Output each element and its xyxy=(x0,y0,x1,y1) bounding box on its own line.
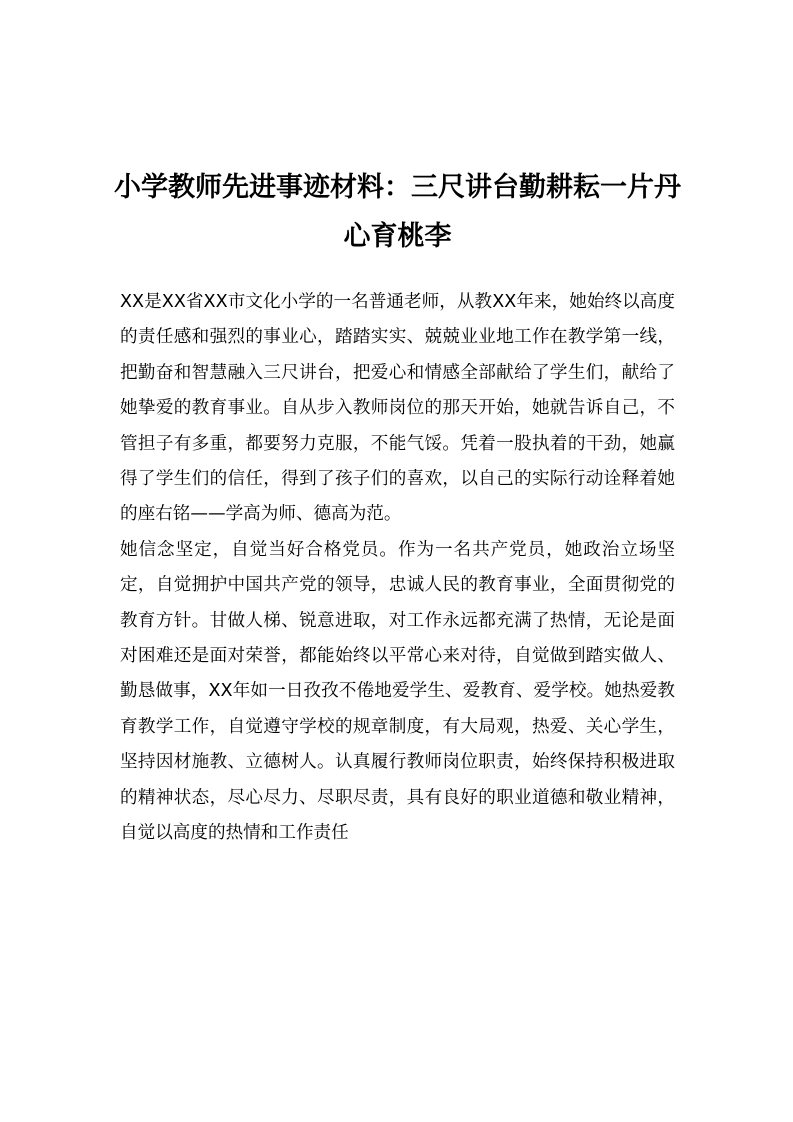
paragraph-intro: XX是XX省XX市文化小学的一名普通老师，从教XX年来，她始终以高度的责任感和强烈的事业心，踏踏实实、兢兢业业地工作在教学第一线，把勤奋和智慧融入三尺讲台，把爱心和情感全部献给了学生们，献给了她挚爱的教育事业。自从步入教师岗位的那天开始，她就告诉自己，不管担子有多重，都要努力克服，不能气馁。凭着一股执着的干劲，她赢得了学生们的信任，得到了孩子们的喜欢，以自己的实际行动诠释着她的座右铭——学高为师、德高为范。 xyxy=(120,292,675,525)
document-title: 小学教师先进事迹材料：三尺讲台勤耕耘一片丹心育桃李 xyxy=(114,172,681,252)
document-body xyxy=(120,285,675,852)
paragraph-party-member: 她信念坚定，自觉当好合格党员。作为一名共产党员，她政治立场坚定，自觉拥护中国共产党的领导，忠诚人民的教育事业，全面贯彻党的教育方针。甘做人梯、锐意进取，对工作永远都充满了热情，无论是面对困难还是面对荣誉，都能始终以平常心来对待，自觉做到踏实做人、勤恳做事，XX年如一日孜孜不倦地爱学生、爱教育、爱学校。她热爱教育教学工作，自觉遵守学校的规章制度，有大局观，热爱、关心学生，坚持因材施教、立德树人。认真履行教师岗位职责，始终保持积极进取的精神状态，尽心尽力、尽职尽责，具有良好的职业道德和敬业精神，自觉以高度的热情和工作责任 xyxy=(120,539,675,844)
